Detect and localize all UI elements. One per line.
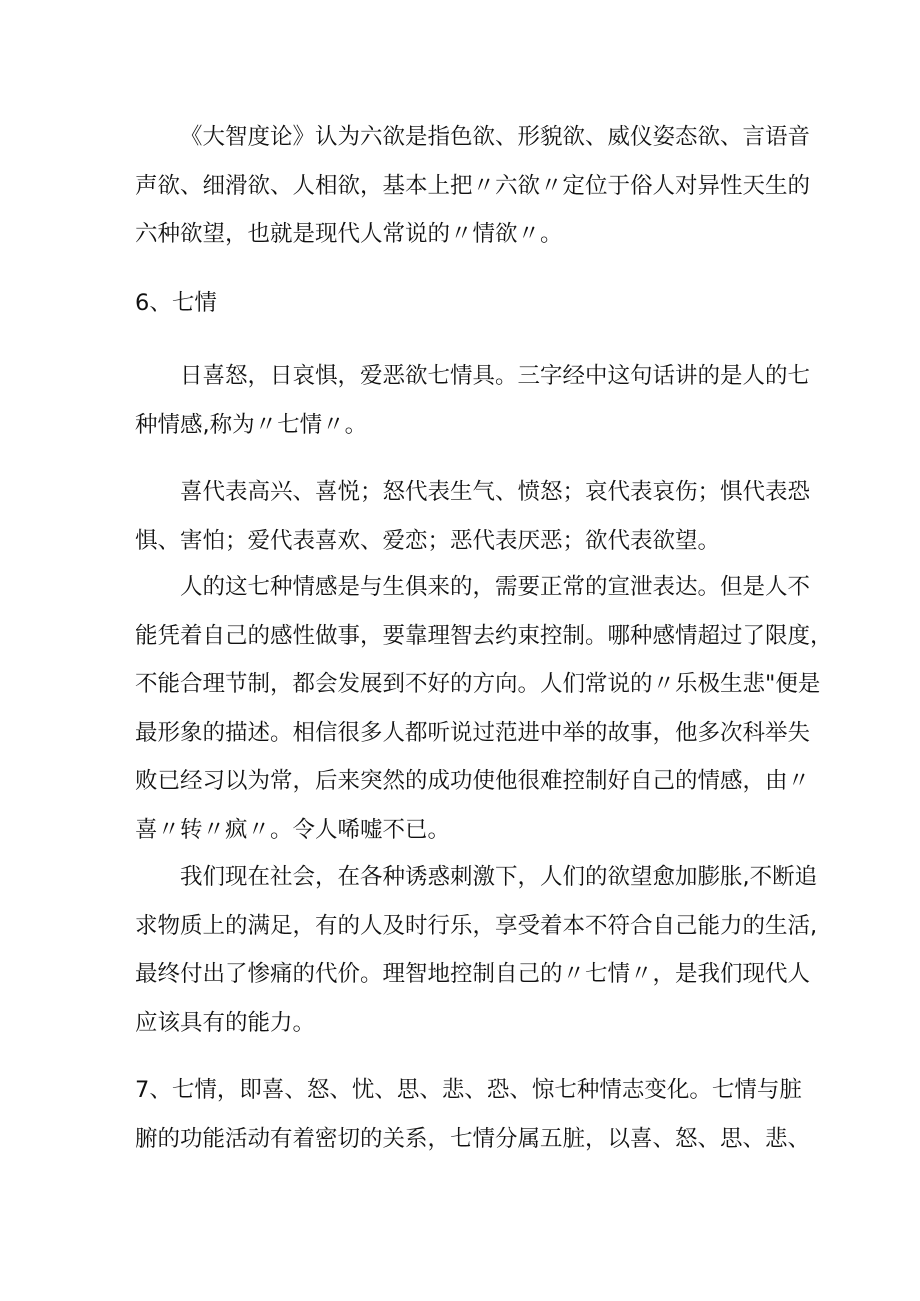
text-line: 不能合理节制，都会发展到不好的方向。人们常说的〃乐极生悲"便是 [135, 671, 821, 697]
paragraph-emotion-control [135, 563, 833, 854]
text-line: 我们现在社会，在各种诱惑刺激下，人们的欲望愈加膨胀,不断追 [180, 864, 818, 890]
text-line: 求物质上的满足，有的人及时行乐，享受着本不符合自己能力的生活, [135, 912, 818, 939]
paragraph-seven-emotions-organs [135, 1066, 811, 1163]
paragraph-seven-emotions-intro [135, 352, 811, 449]
text-line: 败已经习以为常，后来突然的成功使他很难控制好自己的情感，由〃 [135, 768, 811, 794]
text-line: 最终付出了惨痛的代价。理智地控制自己的〃七情〃，是我们现代人 [135, 961, 811, 987]
text-line: 《大智度论》认为六欲是指色欲、形貌欲、威仪姿态欲、言语音 [180, 124, 811, 150]
text-line: 六种欲望，也就是现代人常说的〃情欲〃。 [135, 221, 563, 247]
text-line: 腑的功能活动有着密切的关系，七情分属五脏，以喜、怒、思、悲、 [135, 1125, 811, 1152]
paragraph-modern-society [135, 853, 818, 1047]
paragraph-emotion-definitions [135, 468, 811, 565]
text-line: 喜〃转〃疯〃。令人唏嘘不已。 [135, 816, 451, 843]
text-line: 人的这七种情感是与生俱来的，需要正常的宣泄表达。但是人不 [180, 574, 811, 600]
text-line: 最形象的描述。相信很多人都听说过范进中举的故事，他多次科举失 [135, 719, 811, 746]
text-line: 声欲、细滑欲、人相欲，基本上把〃六欲〃定位于俗人对异性天生的 [135, 172, 811, 199]
text-line: 惧、害怕；爱代表喜欢、爱恋；恶代表厌恶；欲代表欲望。 [135, 527, 721, 554]
text-line: 喜代表高兴、喜悦；怒代表生气、愤怒；哀代表哀伤；惧代表恐 [180, 479, 811, 505]
text-line: 日喜怒，日哀惧，爱恶欲七情具。三字经中这句话讲的是人的七 [180, 363, 811, 389]
text-line: 7、七情，即喜、怒、忧、思、悲、恐、惊七种情志变化。七情与脏 [135, 1077, 802, 1103]
text-line: 能凭着自己的感性做事，要靠理智去约束控制。哪种感情超过了限度， [135, 622, 833, 649]
text-line: 应该具有的能力。 [135, 1009, 316, 1036]
section-heading-6: 6、七情 [135, 290, 217, 316]
paragraph-six-desires [135, 113, 811, 259]
text-line: 种情感,称为〃七情〃。 [135, 411, 368, 438]
